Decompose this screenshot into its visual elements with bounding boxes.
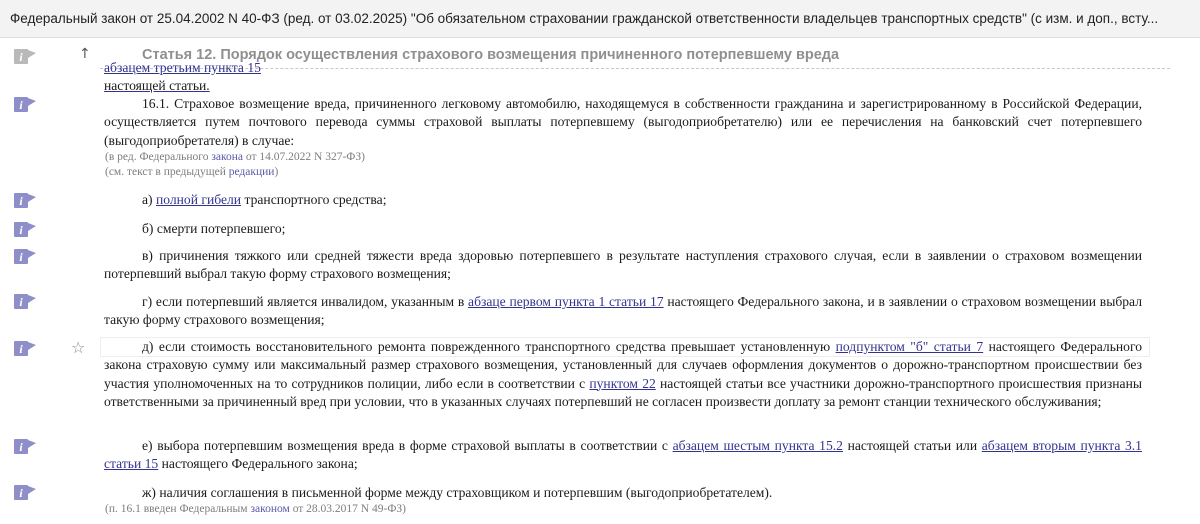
- info-icon[interactable]: [14, 193, 36, 208]
- svg-text:i: i: [19, 295, 23, 309]
- clipped-link[interactable]: абзацем третьим пункта 15: [104, 60, 261, 75]
- paragraph-text: 16.1. Страховое возмещение вреда, причиненного легковому автомобилю, находящемуся в собственности гражданина и зарегистрированному в Российской Федерации, осуществляется путем почтового перевода суммы страховой выплаты потерпевшему (выгодоприобретателю) или ее перечисления на банковский счет потерпевшего (выгодоприобретателя) в случае:: [104, 96, 1142, 148]
- paragraph-text: настоящей статьи или: [842, 438, 982, 453]
- paragraph-text: настоящего Федерального закона, и в заявлении о страховом возмещении выбрал такую форму страхового возмещения;: [104, 294, 1142, 328]
- info-icon[interactable]: [14, 222, 36, 237]
- point-22-link[interactable]: пунктом 22: [589, 375, 656, 391]
- paragraph-text: транспортного средства;: [241, 192, 387, 207]
- previous-edition-note: [105, 165, 278, 180]
- svg-text:i: i: [19, 50, 23, 64]
- paragraph-a: [104, 191, 1142, 209]
- paragraph-text: в) причинения тяжкого или средней тяжести вреда здоровью потерпевшего в результате наступления страхового случая, если в заявлении о страховом возмещении потерпевший выбрал такую форму страхового возмещения;: [104, 248, 1142, 282]
- note-text: ): [274, 166, 279, 178]
- paragraph-g: [104, 293, 1142, 330]
- note-text: от 14.07.2022 N 327-ФЗ): [243, 151, 365, 163]
- svg-text:i: i: [19, 486, 23, 500]
- svg-text:i: i: [19, 440, 23, 454]
- svg-text:i: i: [19, 342, 23, 356]
- paragraph-d: [104, 338, 1142, 411]
- law-link[interactable]: закона: [211, 151, 244, 163]
- previous-edition-link[interactable]: редакции: [228, 166, 275, 178]
- paragraph-text: б) смерти потерпевшего;: [142, 221, 286, 236]
- star-icon[interactable]: ☆: [71, 338, 86, 357]
- note-text: (в ред. Федерального: [105, 151, 212, 163]
- up-arrow-icon[interactable]: ↑: [79, 46, 91, 62]
- svg-text:i: i: [19, 223, 23, 237]
- info-icon[interactable]: [14, 97, 36, 112]
- paragraph-text: ж) наличия соглашения в письменной форме между страховщиком и потерпевшим (выгодоприобретателем).: [142, 485, 773, 500]
- paragraph-text: настоящего Федерального закона;: [158, 456, 358, 472]
- info-icon[interactable]: [14, 294, 36, 309]
- law-link[interactable]: законом: [250, 503, 290, 515]
- paragraph-text: г) если потерпевший является инвалидом, указанным в: [142, 294, 469, 309]
- article-title: Статья 12. Порядок осуществления страхового возмещения причиненного потерпевшему вреда: [142, 47, 840, 63]
- article-7-link[interactable]: подпунктом "б" статьи 7: [835, 339, 984, 354]
- paragraph-zh: [104, 484, 1142, 502]
- clipped-text: настоящей статьи.: [104, 78, 210, 93]
- paragraph-text: а): [142, 192, 156, 207]
- window-title: Федеральный закон от 25.04.2002 N 40-ФЗ (ред. от 03.02.2025) "Об обязательном страховании гражданской ответственности владельцев транспортных средств" (с изм. и доп., всту...: [0, 0, 1200, 38]
- paragraph-text: д) если стоимость восстановительного ремонта поврежденного транспортного средства превышает установленную: [142, 339, 836, 354]
- info-icon[interactable]: [14, 249, 36, 264]
- article-17-link[interactable]: абзаце первом пункта 1 статьи 17: [468, 294, 664, 309]
- paragraph-v: [104, 247, 1142, 284]
- info-icon[interactable]: [14, 341, 36, 356]
- note-text: (п. 16.1 введен Федеральным: [105, 503, 251, 515]
- note-text: от 28.03.2017 N 49-ФЗ): [289, 503, 406, 515]
- edition-note: [105, 150, 365, 165]
- paragraph-text: настоящего Федерального закона страховую сумму или максимальный размер страхового возмещения, установленный для случаев оформления документов о дорожно-транспортном происшествии без участия уполномоченных на то сотрудников полиции, либо если в соответствии с: [104, 339, 1142, 391]
- paragraph-e: [104, 437, 1142, 474]
- svg-text:i: i: [19, 98, 23, 112]
- article-15-link[interactable]: абзацем вторым пункта 3.1 статьи 15: [104, 438, 1142, 472]
- total-loss-link[interactable]: полной гибели: [155, 192, 242, 207]
- info-icon[interactable]: [14, 485, 36, 500]
- note-text: (см. текст в предыдущей: [105, 166, 229, 178]
- paragraph-b: [104, 220, 1142, 238]
- paragraph-text: е) выбора потерпевшим возмещения вреда в форме страховой выплаты в соответствии с: [142, 438, 673, 453]
- paragraph-text: настоящей статьи все участники дорожно-транспортного происшествия признаны ответственными за причиненный вред при условии, что в указанных случаях потерпевший не согласен произвести доплату за ремонт станции технического обслуживания;: [104, 375, 1142, 409]
- info-icon[interactable]: [14, 49, 36, 64]
- introduction-note: [105, 502, 406, 517]
- paragraph-16-1: [104, 95, 1142, 150]
- svg-text:i: i: [19, 194, 23, 208]
- clipped-paragraph: [104, 60, 504, 93]
- info-icon[interactable]: [14, 439, 36, 454]
- point-15-2-link[interactable]: абзацем шестым пункта 15.2: [672, 438, 843, 453]
- svg-text:i: i: [19, 250, 23, 264]
